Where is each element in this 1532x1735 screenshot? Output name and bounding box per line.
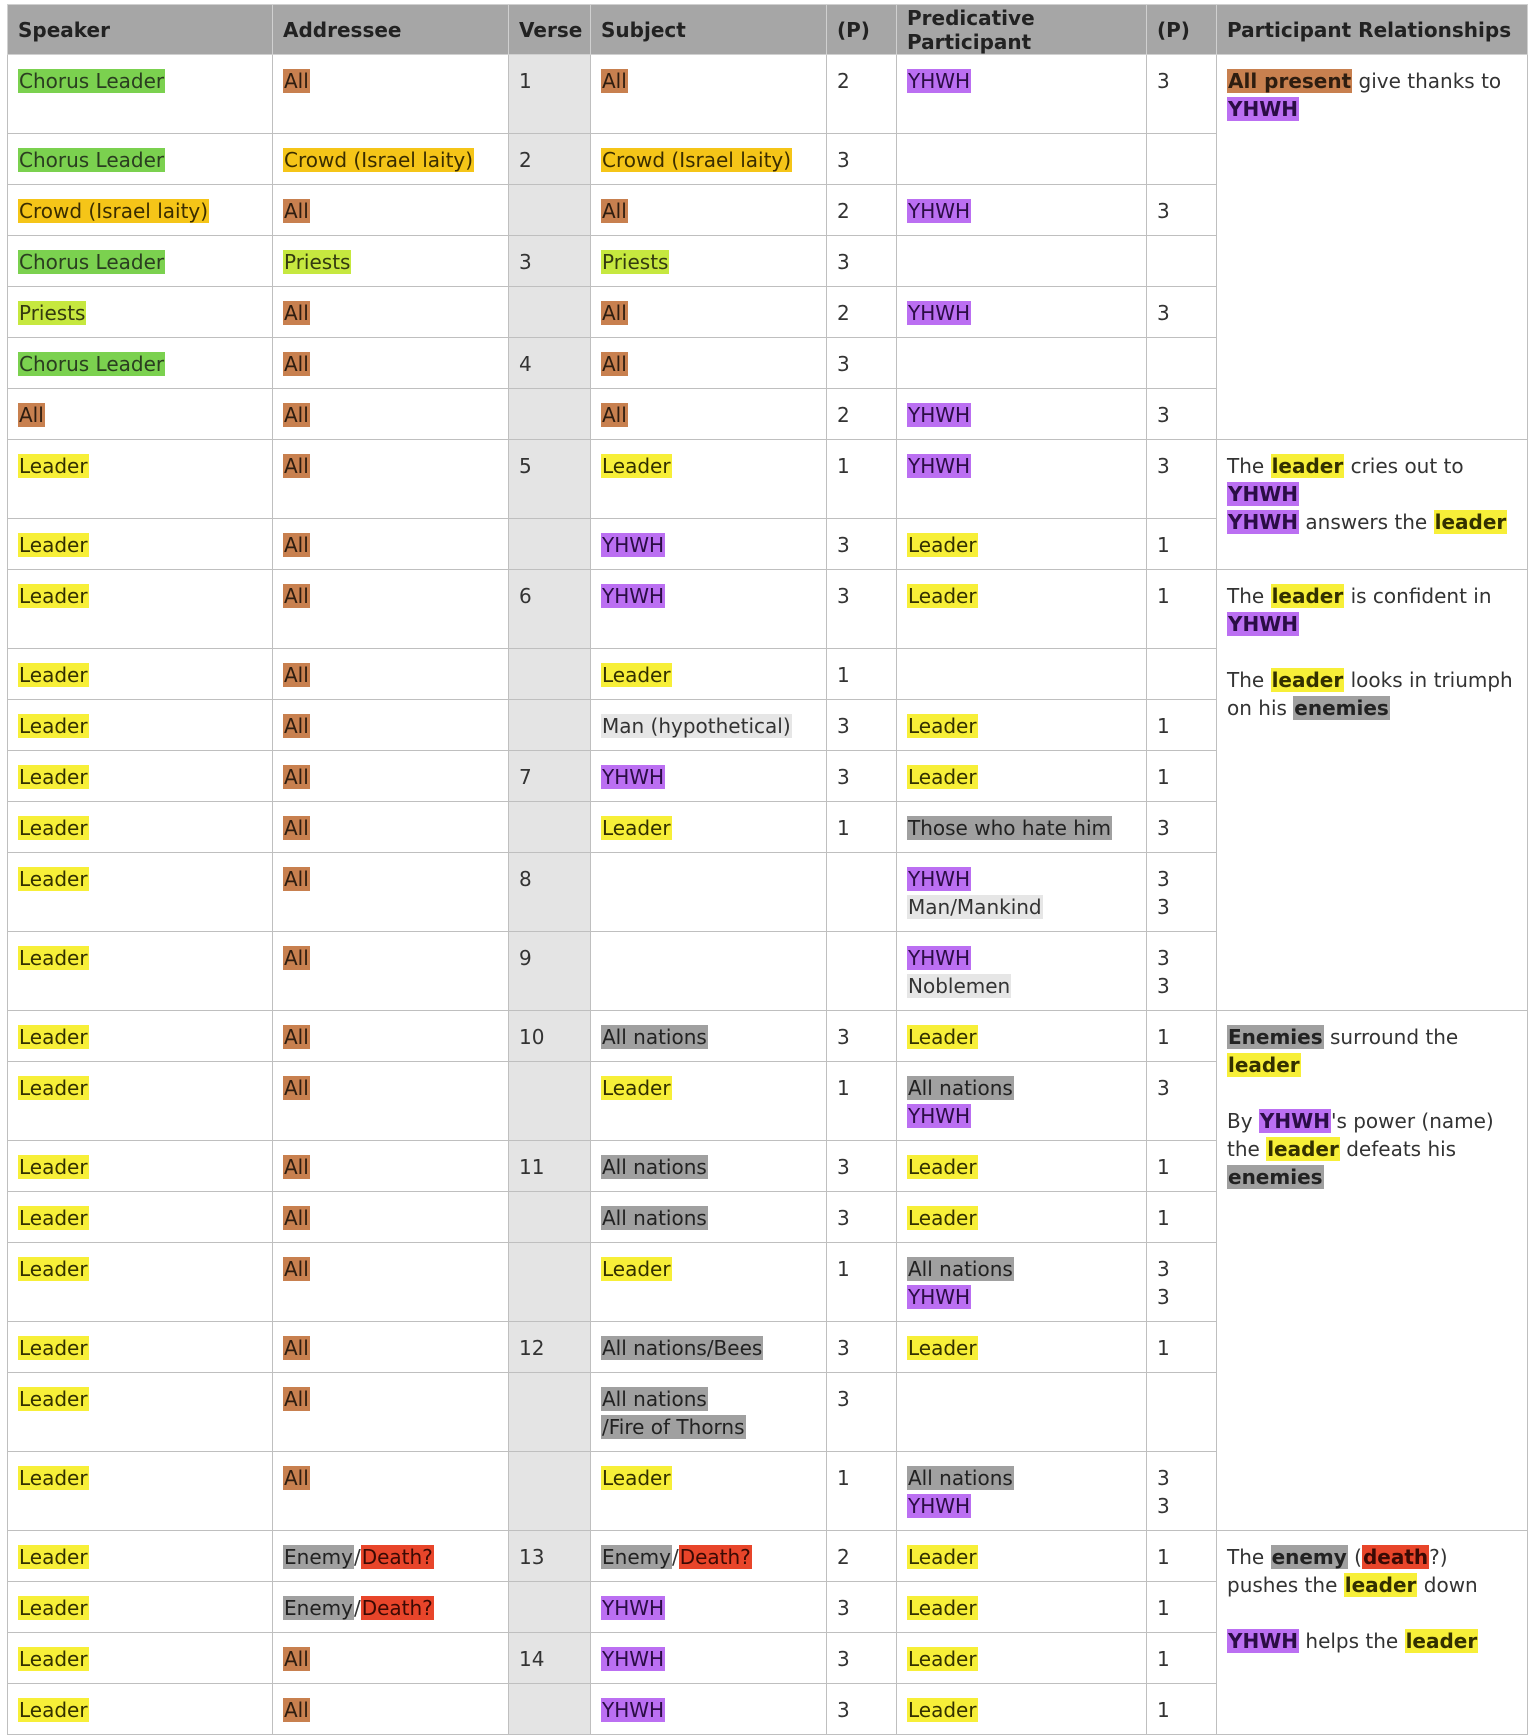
header-addressee: Addressee — [273, 5, 509, 55]
verse-cell — [509, 1452, 591, 1531]
p1-cell: 3 — [827, 751, 897, 802]
subject-cell: All — [591, 338, 827, 389]
speaker-cell: Leader — [8, 853, 273, 932]
predicative-cell: All nations YHWH — [897, 1452, 1147, 1531]
predicative-cell: Leader — [897, 1531, 1147, 1582]
verse-cell: 9 — [509, 932, 591, 1011]
subject-cell — [591, 932, 827, 1011]
speaker-cell: Chorus Leader — [8, 134, 273, 185]
speaker-cell: Leader — [8, 1684, 273, 1735]
predicative-cell: YHWH — [897, 287, 1147, 338]
p2-cell — [1147, 236, 1217, 287]
relationship-text: The leader is confident in YHWH — [1227, 584, 1492, 636]
addressee-cell: All — [273, 1452, 509, 1531]
speaker-tag: Chorus Leader — [19, 69, 165, 93]
header-p1: (P) — [827, 5, 897, 55]
verse-cell: 8 — [509, 853, 591, 932]
addressee-cell: All — [273, 1633, 509, 1684]
verse-cell: 11 — [509, 1141, 591, 1192]
p2-cell: 1 — [1147, 1531, 1217, 1582]
predicative-cell: Leader — [897, 700, 1147, 751]
p1-cell: 2 — [827, 389, 897, 440]
subject-cell: YHWH — [591, 751, 827, 802]
addressee-cell: All — [273, 1192, 509, 1243]
predicative-cell: YHWH Man/Mankind — [897, 853, 1147, 932]
predicative-cell: Leader — [897, 519, 1147, 570]
predicative-cell: All nations YHWH — [897, 1062, 1147, 1141]
addressee-cell: Priests — [273, 236, 509, 287]
p2-cell: 3 — [1147, 440, 1217, 519]
speaker-cell: Crowd (Israel laity) — [8, 185, 273, 236]
subject-cell: Leader — [591, 802, 827, 853]
table-row — [8, 55, 1528, 134]
p1-cell: 3 — [827, 570, 897, 649]
relationship-cell — [1217, 1011, 1528, 1531]
p1-cell: 3 — [827, 700, 897, 751]
addressee-cell: All — [273, 853, 509, 932]
relationship-text: YHWH answers the leader — [1228, 510, 1507, 534]
p1-cell: 3 — [827, 1582, 897, 1633]
addressee-cell: All — [273, 1684, 509, 1735]
subject-cell: Man (hypothetical) — [591, 700, 827, 751]
p2-cell: 3 — [1147, 802, 1217, 853]
p2-cell: 3 — [1147, 287, 1217, 338]
addressee-cell: Enemy/Death? — [273, 1531, 509, 1582]
subject-cell: Priests — [591, 236, 827, 287]
verse-cell: 5 — [509, 440, 591, 519]
addressee-cell: All — [273, 338, 509, 389]
verse-cell: 13 — [509, 1531, 591, 1582]
addressee-cell: Crowd (Israel laity) — [273, 134, 509, 185]
p1-cell: 1 — [827, 1452, 897, 1531]
speaker-cell: Leader — [8, 802, 273, 853]
verse-cell — [509, 1243, 591, 1322]
addressee-cell: All — [273, 440, 509, 519]
addressee-cell: All — [273, 700, 509, 751]
verse-cell: 4 — [509, 338, 591, 389]
addressee-cell: All — [273, 802, 509, 853]
relationship-text: All present give thanks to YHWH — [1228, 69, 1502, 121]
p2-cell: 3 — [1147, 55, 1217, 134]
addressee-cell: All — [273, 519, 509, 570]
subject-cell: All nations — [591, 1192, 827, 1243]
addressee-cell: All — [273, 1322, 509, 1373]
verse-cell: 6 — [509, 570, 591, 649]
relationship-text: Enemies surround the leader — [1228, 1025, 1459, 1077]
addressee-cell — [273, 55, 509, 134]
header-subject: Subject — [591, 5, 827, 55]
predicative-cell: Leader — [897, 1141, 1147, 1192]
predicative-cell: Leader — [897, 1192, 1147, 1243]
header-row — [8, 5, 1528, 55]
predicative-cell: Leader — [897, 1011, 1147, 1062]
subject-cell: Leader — [591, 1062, 827, 1141]
addressee-cell: All — [273, 932, 509, 1011]
subject-cell: YHWH — [591, 1684, 827, 1735]
subject-cell: YHWH — [591, 519, 827, 570]
predicative-cell: Leader — [897, 1322, 1147, 1373]
p2-cell: 3 3 — [1147, 853, 1217, 932]
table-row — [8, 570, 1528, 649]
subject-tag: All — [602, 69, 627, 93]
p1-cell: 2 — [827, 1531, 897, 1582]
predicative-cell: Leader — [897, 1633, 1147, 1684]
subject-cell: All — [591, 287, 827, 338]
header-p2: (P) — [1147, 5, 1217, 55]
verse-cell: 3 — [509, 236, 591, 287]
subject-cell: All nations/Bees — [591, 1322, 827, 1373]
subject-cell: Leader — [591, 1243, 827, 1322]
p1-cell: 3 — [827, 1011, 897, 1062]
subject-cell: YHWH — [591, 570, 827, 649]
verse-cell — [509, 1582, 591, 1633]
p1-cell — [827, 853, 897, 932]
p2-cell: 1 — [1147, 1582, 1217, 1633]
verse-cell — [509, 185, 591, 236]
speaker-cell: All — [8, 389, 273, 440]
predicative-cell: YHWH Noblemen — [897, 932, 1147, 1011]
p1-cell: 3 — [827, 338, 897, 389]
p2-cell: 3 3 — [1147, 1243, 1217, 1322]
speaker-cell: Leader — [8, 751, 273, 802]
p1-cell: 1 — [827, 802, 897, 853]
subject-cell: All nations /Fire of Thorns — [591, 1373, 827, 1452]
p2-cell: 3 — [1147, 185, 1217, 236]
p1-cell: 3 — [827, 1141, 897, 1192]
speaker-cell: Leader — [8, 1633, 273, 1684]
verse-cell — [509, 1684, 591, 1735]
p1-cell: 3 — [827, 134, 897, 185]
speaker-cell: Chorus Leader — [8, 236, 273, 287]
predicative-cell: Leader — [897, 1684, 1147, 1735]
header-speaker: Speaker — [8, 5, 273, 55]
p2-cell: 3 — [1147, 389, 1217, 440]
header-verse: Verse — [509, 5, 591, 55]
predicative-cell — [897, 338, 1147, 389]
addressee-cell: All — [273, 1141, 509, 1192]
predicative-cell — [897, 55, 1147, 134]
p2-cell: 1 — [1147, 519, 1217, 570]
header-predicative: Predicative Participant — [897, 5, 1147, 55]
predicative-cell: Leader — [897, 1582, 1147, 1633]
speaker-cell: Leader — [8, 649, 273, 700]
verse-cell: 14 — [509, 1633, 591, 1684]
p2-cell — [1147, 649, 1217, 700]
p1-cell: 3 — [827, 236, 897, 287]
p2-cell — [1147, 1373, 1217, 1452]
predicative-cell: YHWH — [897, 185, 1147, 236]
predicative-cell — [897, 134, 1147, 185]
table-row — [8, 440, 1528, 519]
addressee-cell: All — [273, 751, 509, 802]
table-row — [8, 1011, 1528, 1062]
verse-cell — [509, 389, 591, 440]
relationship-cell — [1217, 440, 1528, 570]
addressee-cell: Enemy/Death? — [273, 1582, 509, 1633]
subject-cell: All nations — [591, 1011, 827, 1062]
subject-cell — [591, 853, 827, 932]
speaker-cell: Leader — [8, 1531, 273, 1582]
relationship-cell — [1217, 570, 1528, 1011]
p2-cell: 1 — [1147, 1322, 1217, 1373]
p2-cell: 1 — [1147, 1141, 1217, 1192]
header-relationships: Participant Relationships — [1217, 5, 1528, 55]
p1-cell: 3 — [827, 1684, 897, 1735]
speaker-cell: Leader — [8, 932, 273, 1011]
verse-cell — [509, 1192, 591, 1243]
predicative-cell: Leader — [897, 570, 1147, 649]
subject-cell: Leader — [591, 649, 827, 700]
p1-cell: 1 — [827, 1243, 897, 1322]
relationship-text: By YHWH's power (name) the leader defeats his enemies — [1227, 1109, 1494, 1189]
addressee-cell: All — [273, 1243, 509, 1322]
speaker-cell: Leader — [8, 1141, 273, 1192]
addressee-cell: All — [273, 287, 509, 338]
predicative-cell: Leader — [897, 751, 1147, 802]
subject-cell: Crowd (Israel laity) — [591, 134, 827, 185]
p1-cell: 2 — [827, 55, 897, 134]
predicative-cell — [897, 649, 1147, 700]
p1-cell: 3 — [827, 1373, 897, 1452]
verse-cell: 12 — [509, 1322, 591, 1373]
speaker-cell: Leader — [8, 1243, 273, 1322]
addressee-cell: All — [273, 389, 509, 440]
relationship-text: The leader looks in triumph on his enemies — [1227, 668, 1513, 720]
p1-cell: 2 — [827, 185, 897, 236]
p1-cell: 1 — [827, 440, 897, 519]
verse-cell — [509, 649, 591, 700]
subject-cell: Leader — [591, 1452, 827, 1531]
p1-cell — [827, 932, 897, 1011]
p2-cell — [1147, 134, 1217, 185]
subject-cell: YHWH — [591, 1582, 827, 1633]
p2-cell: 1 — [1147, 570, 1217, 649]
speaker-cell: Leader — [8, 1062, 273, 1141]
subject-cell: All — [591, 185, 827, 236]
speaker-cell: Leader — [8, 570, 273, 649]
addressee-cell: All — [273, 570, 509, 649]
predicative-cell — [897, 1373, 1147, 1452]
predicative-cell: YHWH — [897, 440, 1147, 519]
verse-cell: 2 — [509, 134, 591, 185]
addressee-cell: All — [273, 1373, 509, 1452]
subject-cell: Leader — [591, 440, 827, 519]
p2-cell: 3 3 — [1147, 932, 1217, 1011]
speaker-cell — [8, 55, 273, 134]
relationship-cell — [1217, 1531, 1528, 1735]
subject-cell — [591, 55, 827, 134]
speaker-cell: Leader — [8, 700, 273, 751]
verse-cell: 10 — [509, 1011, 591, 1062]
verse-cell — [509, 700, 591, 751]
relationship-text: YHWH helps the leader — [1228, 1629, 1478, 1653]
p2-cell: 1 — [1147, 1633, 1217, 1684]
p1-cell: 3 — [827, 1322, 897, 1373]
p2-cell: 1 — [1147, 751, 1217, 802]
table-row — [8, 1531, 1528, 1582]
addressee-tag: All — [284, 69, 309, 93]
subject-cell: YHWH — [591, 1633, 827, 1684]
predicative-cell: YHWH — [897, 389, 1147, 440]
verse-cell — [509, 802, 591, 853]
relationship-text: The enemy (death?) pushes the leader down — [1227, 1545, 1478, 1597]
addressee-cell: All — [273, 185, 509, 236]
speaker-cell: Leader — [8, 1322, 273, 1373]
predicative-tag: YHWH — [908, 69, 971, 93]
speaker-cell: Leader — [8, 1192, 273, 1243]
relationship-cell — [1217, 55, 1528, 440]
speaker-cell: Leader — [8, 1582, 273, 1633]
verse-cell: 7 — [509, 751, 591, 802]
p1-cell: 1 — [827, 649, 897, 700]
speaker-cell: Chorus Leader — [8, 338, 273, 389]
addressee-cell: All — [273, 649, 509, 700]
predicative-cell — [897, 236, 1147, 287]
subject-cell: Enemy/Death? — [591, 1531, 827, 1582]
p2-cell: 3 — [1147, 1062, 1217, 1141]
p2-cell: 1 — [1147, 1684, 1217, 1735]
p2-cell: 1 — [1147, 700, 1217, 751]
speaker-cell: Leader — [8, 1452, 273, 1531]
p2-cell: 3 3 — [1147, 1452, 1217, 1531]
speaker-cell: Leader — [8, 1011, 273, 1062]
p1-cell: 1 — [827, 1062, 897, 1141]
relationship-text: The leader cries out to YHWH — [1227, 454, 1464, 506]
p2-cell — [1147, 338, 1217, 389]
p1-cell: 3 — [827, 519, 897, 570]
predicative-cell: All nations YHWH — [897, 1243, 1147, 1322]
participant-table — [7, 4, 1528, 1735]
speaker-cell: Leader — [8, 1373, 273, 1452]
speaker-cell: Leader — [8, 440, 273, 519]
subject-cell: All — [591, 389, 827, 440]
subject-cell: All nations — [591, 1141, 827, 1192]
addressee-cell: All — [273, 1062, 509, 1141]
p1-cell: 2 — [827, 287, 897, 338]
verse-cell — [509, 519, 591, 570]
verse-cell — [509, 1062, 591, 1141]
p1-cell: 3 — [827, 1192, 897, 1243]
p2-cell: 1 — [1147, 1192, 1217, 1243]
verse-cell: 1 — [509, 55, 591, 134]
addressee-cell: All — [273, 1011, 509, 1062]
speaker-cell: Leader — [8, 519, 273, 570]
p2-cell: 1 — [1147, 1011, 1217, 1062]
p1-cell: 3 — [827, 1633, 897, 1684]
predicative-cell: Those who hate him — [897, 802, 1147, 853]
speaker-cell: Priests — [8, 287, 273, 338]
verse-cell — [509, 287, 591, 338]
verse-cell — [509, 1373, 591, 1452]
